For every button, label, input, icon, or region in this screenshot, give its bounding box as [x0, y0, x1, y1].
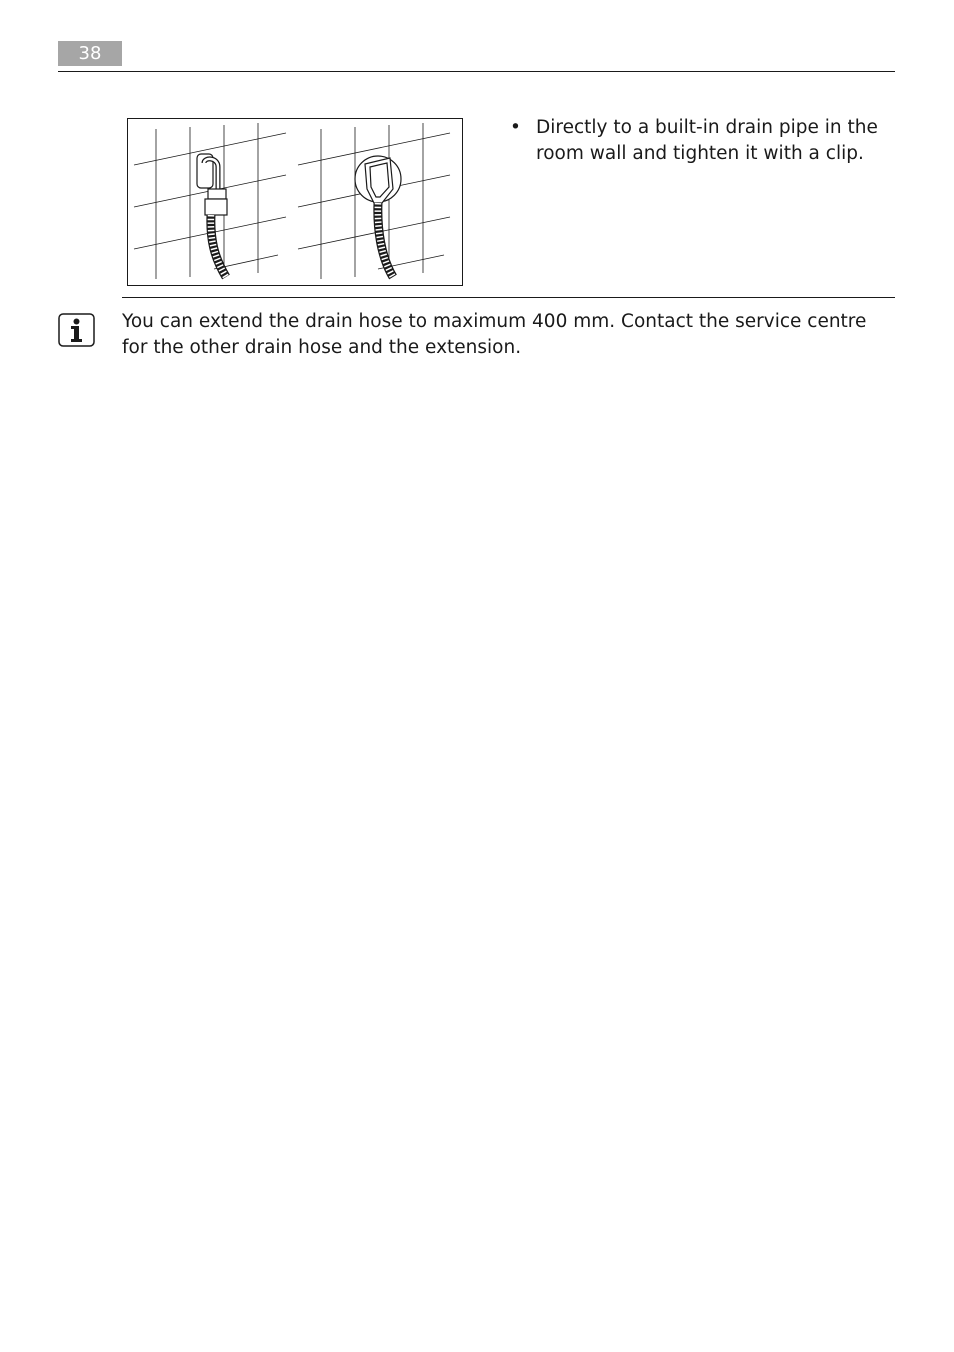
info-icon: [58, 313, 95, 347]
section-divider: [122, 297, 895, 298]
wall-drain-pipe: [355, 156, 401, 203]
drain-hose-illustration: [127, 118, 463, 286]
right-hose: [378, 203, 393, 277]
elbow-fitting: [197, 154, 227, 215]
bullet-text: Directly to a built-in drain pipe in the room wall and tighten it with a clip.: [536, 117, 878, 164]
note-text: You can extend the drain hose to maximum 400 mm. Contact the service centre for the other drain hose and the extension.: [122, 311, 867, 358]
header-divider: [58, 71, 895, 72]
bullet-dot-icon: •: [510, 117, 521, 138]
page-number: 38: [58, 41, 122, 66]
instruction-bullet: [510, 115, 890, 167]
